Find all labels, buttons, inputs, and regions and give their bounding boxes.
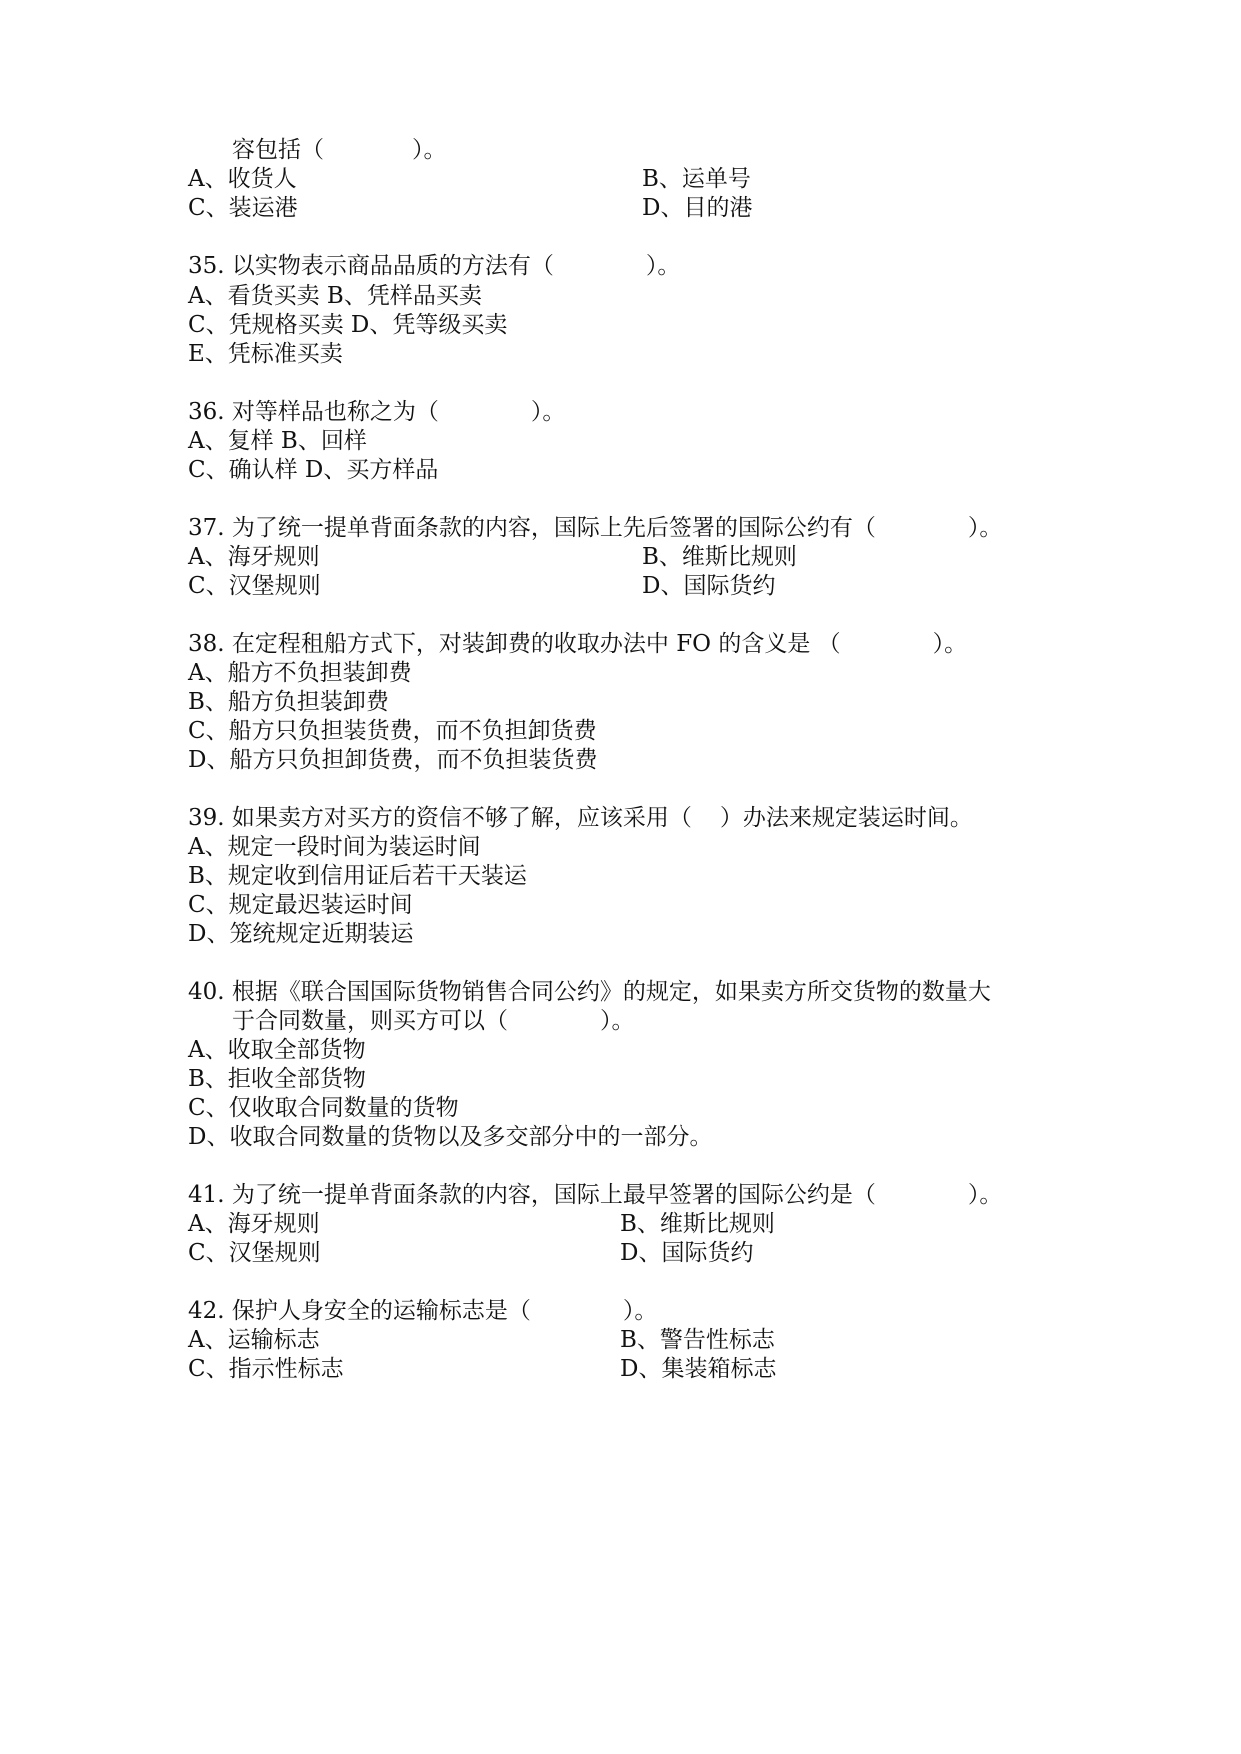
q40-option-b: B、拒收全部货物: [188, 1066, 366, 1092]
q41-stem: [188, 1179, 1002, 1211]
q42-option-b: B、警告性标志: [620, 1327, 775, 1353]
q41-option-a: A、海牙规则: [188, 1211, 320, 1237]
q37-stem-close: ）。: [967, 515, 1003, 541]
q35-option-e: E、凭标准买卖: [188, 341, 343, 367]
q34-stem-text: 容包括（: [232, 137, 324, 163]
q42-stem: [188, 1295, 657, 1327]
q41-option-b: B、维斯比规则: [620, 1211, 775, 1237]
q37-stem: [188, 512, 1002, 544]
q34-stem-close: ）。: [412, 137, 447, 163]
q39-option-c: C、规定最迟装运时间: [188, 892, 413, 918]
q37-option-d: D、国际货约: [642, 573, 776, 599]
q36-stem: [188, 396, 565, 428]
q36-stem-close: ）。: [530, 399, 566, 425]
q35-option-ab: A、看货买卖 B、凭样品买卖: [188, 283, 482, 309]
q40-option-d: D、收取合同数量的货物以及多交部分中的一部分。: [188, 1124, 713, 1150]
q38-option-d: D、船方只负担卸货费，而不负担装货费: [188, 747, 598, 773]
q42-option-a: A、运输标志: [188, 1327, 320, 1353]
q35-option-cd: C、凭规格买卖 D、凭等级买卖: [188, 312, 508, 338]
q37-option-a: A、海牙规则: [188, 544, 320, 570]
q42-stem-text: 42. 保护人身安全的运输标志是（: [188, 1298, 531, 1324]
q38-option-a: A、船方不负担装卸费: [188, 660, 412, 686]
q41-stem-close: ）。: [967, 1182, 1003, 1208]
q39-stem-close: ）办法来规定装运时间。: [719, 805, 973, 831]
q40-option-a: A、收取全部货物: [188, 1037, 366, 1063]
q38-stem-close: ）。: [932, 631, 968, 657]
q35-stem-text: 35. 以实物表示商品品质的方法有（: [188, 253, 554, 279]
q34-option-a: A、收货人: [188, 166, 297, 192]
q38-stem-text: 38. 在定程租船方式下，对装卸费的收取办法中 FO 的含义是 （: [188, 631, 841, 657]
q39-option-a: A、规定一段时间为装运时间: [188, 834, 481, 860]
q40-stem-continuation: [232, 1005, 635, 1037]
q39-stem-text: 39. 如果卖方对买方的资信不够了解，应该采用（: [188, 805, 692, 831]
q36-option-cd: C、确认样 D、买方样品: [188, 457, 439, 483]
q41-stem-text: 41. 为了统一提单背面条款的内容，国际上最早签署的国际公约是（: [188, 1182, 876, 1208]
q34-option-b: B、运单号: [642, 166, 751, 192]
q42-option-c: C、指示性标志: [188, 1356, 344, 1382]
q38-stem: [188, 628, 967, 660]
q40-option-c: C、仅收取合同数量的货物: [188, 1095, 459, 1121]
q38-option-c: C、船方只负担装货费，而不负担卸货费: [188, 718, 597, 744]
q39-option-b: B、规定收到信用证后若干天装运: [188, 863, 527, 889]
q38-option-b: B、船方负担装卸费: [188, 689, 389, 715]
q36-option-ab: A、复样 B、回样: [188, 428, 367, 454]
q40-stem-text: 于合同数量，则买方可以（: [232, 1008, 508, 1034]
q34-option-d: D、目的港: [642, 195, 753, 221]
q37-option-b: B、维斯比规则: [642, 544, 797, 570]
q37-option-c: C、汉堡规则: [188, 573, 321, 599]
q37-stem-text: 37. 为了统一提单背面条款的内容，国际上先后签署的国际公约有（: [188, 515, 876, 541]
q34-stem-continuation: [232, 134, 447, 166]
q40-stem: 40. 根据《联合国国际货物销售合同公约》的规定，如果卖方所交货物的数量大: [188, 979, 991, 1005]
q35-stem: [188, 250, 680, 282]
q41-option-c: C、汉堡规则: [188, 1240, 321, 1266]
q42-option-d: D、集装箱标志: [620, 1356, 777, 1382]
q42-stem-close: ）。: [622, 1298, 658, 1324]
q41-option-d: D、国际货约: [620, 1240, 754, 1266]
q35-stem-close: ）。: [645, 253, 681, 279]
q36-stem-text: 36. 对等样品也称之为（: [188, 399, 439, 425]
q39-stem: [188, 802, 973, 834]
q34-option-c: C、装运港: [188, 195, 298, 221]
q40-stem-close: ）。: [600, 1008, 635, 1034]
q39-option-d: D、笼统规定近期装运: [188, 921, 414, 947]
